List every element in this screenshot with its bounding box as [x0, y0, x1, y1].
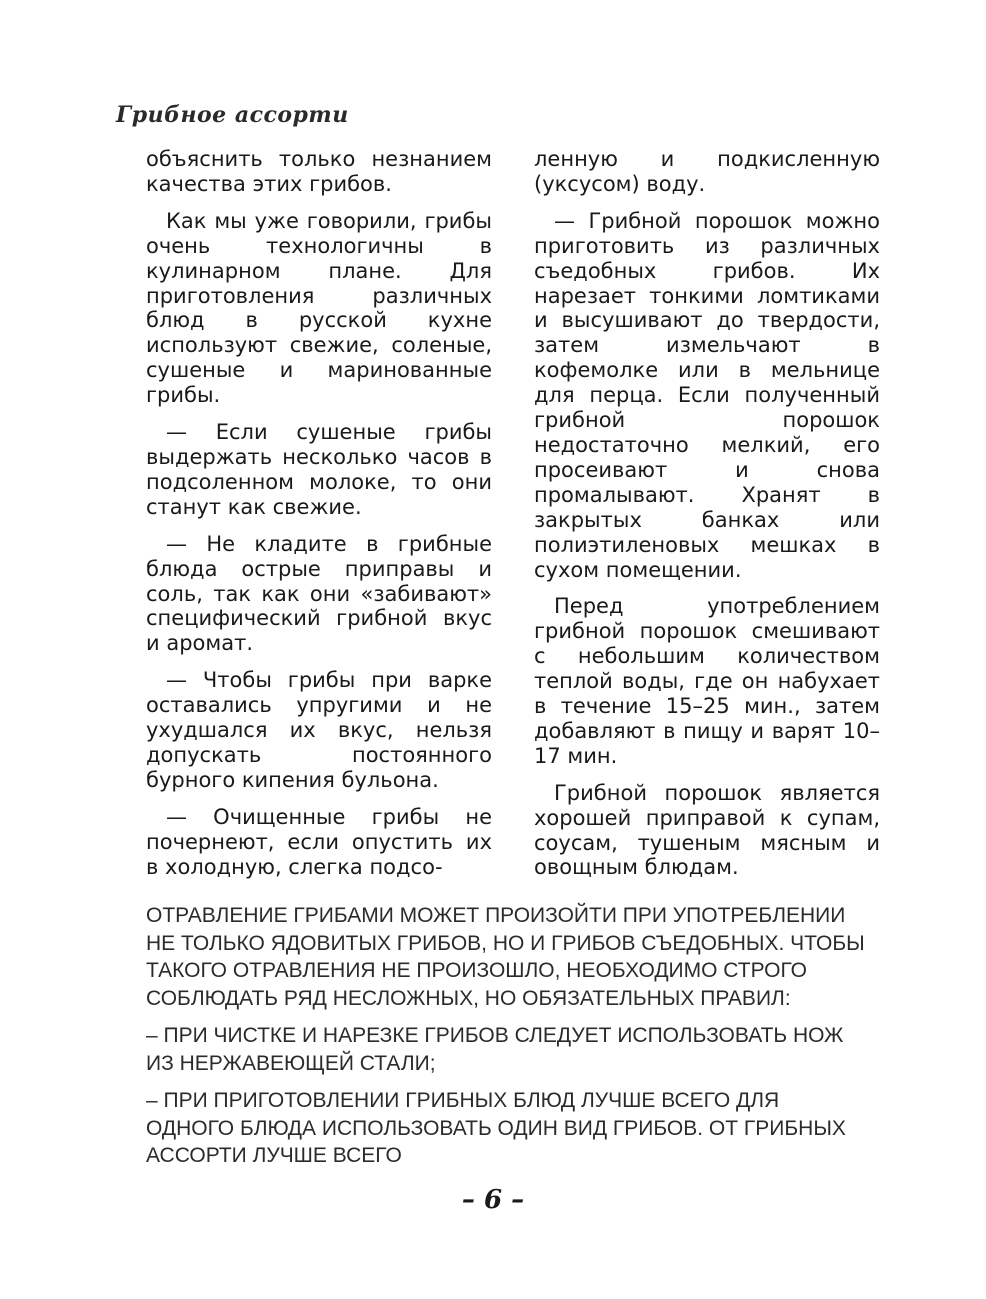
note-paragraph: – ПРИ ПРИГОТОВЛЕНИИ ГРИБНЫХ БЛЮД ЛУЧШЕ ВСЕГО ДЛЯ ОДНОГО БЛЮДА ИСПОЛЬЗОВАТЬ ОДИН ВИД ГРИБОВ. ОТ ГРИБНЫХ АССОРТИ ЛУЧШЕ ВСЕГО — [146, 1089, 846, 1167]
paragraph: объяснить только незнанием качества этих грибов. — [146, 147, 492, 196]
paragraph: — Если сушеные грибы выдержать несколько часов в подсоленном молоке, то они станут как свежие. — [146, 420, 492, 519]
left-column — [146, 147, 492, 891]
paragraph: Как мы уже говорили, грибы очень технологичны в кулинарном плане. Для приготовления различных блюд в русской кухне используют свежие, соленые, сушеные и маринованные грибы. — [146, 208, 492, 408]
page-number: – 6 – — [461, 1185, 525, 1215]
paragraph: — Очищенные грибы не почернеют, если опустить их в холодную, слегка подсо- — [146, 804, 492, 879]
paragraph: ленную и подкисленную (уксусом) воду. — [534, 147, 880, 196]
paragraph: Перед употреблением грибной порошок смешивают с небольшим количеством теплой воды, где он набухает в течение 15–25 мин., затем добавляют в пищу и варят 10–17 мин. — [534, 594, 880, 768]
paragraph: — Чтобы грибы при варке оставались упругими и не ухудшался их вкус, нельзя допускать постоянного бурного кипения бульона. — [146, 668, 492, 792]
paragraph: Грибной порошок является хорошей приправой к супам, соусам, тушеным мясным и овощным блюдам. — [534, 780, 880, 880]
paragraph: — Не кладите в грибные блюда острые приправы и соль, так как они «забивают» специфический грибной вкус и аромат. — [146, 531, 492, 656]
warning-note — [146, 902, 866, 1180]
right-column — [534, 147, 880, 892]
running-head: Грибное ассорти — [116, 102, 349, 128]
note-paragraph: ОТРАВЛЕНИЕ ГРИБАМИ МОЖЕТ ПРОИЗОЙТИ ПРИ УПОТРЕБЛЕНИИ НЕ ТОЛЬКО ЯДОВИТЫХ ГРИБОВ, НО И ГРИБОВ СЪЕДОБНЫХ. ЧТОБЫ ТАКОГО ОТРАВЛЕНИЯ НЕ ПРОИЗОШЛО, НЕОБХОДИМО СТРОГО СОБЛЮДАТЬ РЯД НЕСЛОЖНЫХ, НО ОБЯЗАТЕЛЬНЫХ ПРАВИЛ: — [146, 904, 865, 1010]
note-paragraph: – ПРИ ЧИСТКЕ И НАРЕЗКЕ ГРИБОВ СЛЕДУЕТ ИСПОЛЬЗОВАТЬ НОЖ ИЗ НЕРЖАВЕЮЩЕЙ СТАЛИ; — [146, 1024, 844, 1075]
paragraph: — Грибной порошок можно приготовить из различных съедобных грибов. Их нарезает тонкими ломтиками и высушивают до твердости, затем измельчают в кофемолке или в мельнице для перца. Если полученный грибной порошок недостаточно мелкий, его просеивают и снова промалывают. Хранят в закрытых банках или полиэтиленовых мешках в сухом помещении. — [534, 208, 880, 582]
